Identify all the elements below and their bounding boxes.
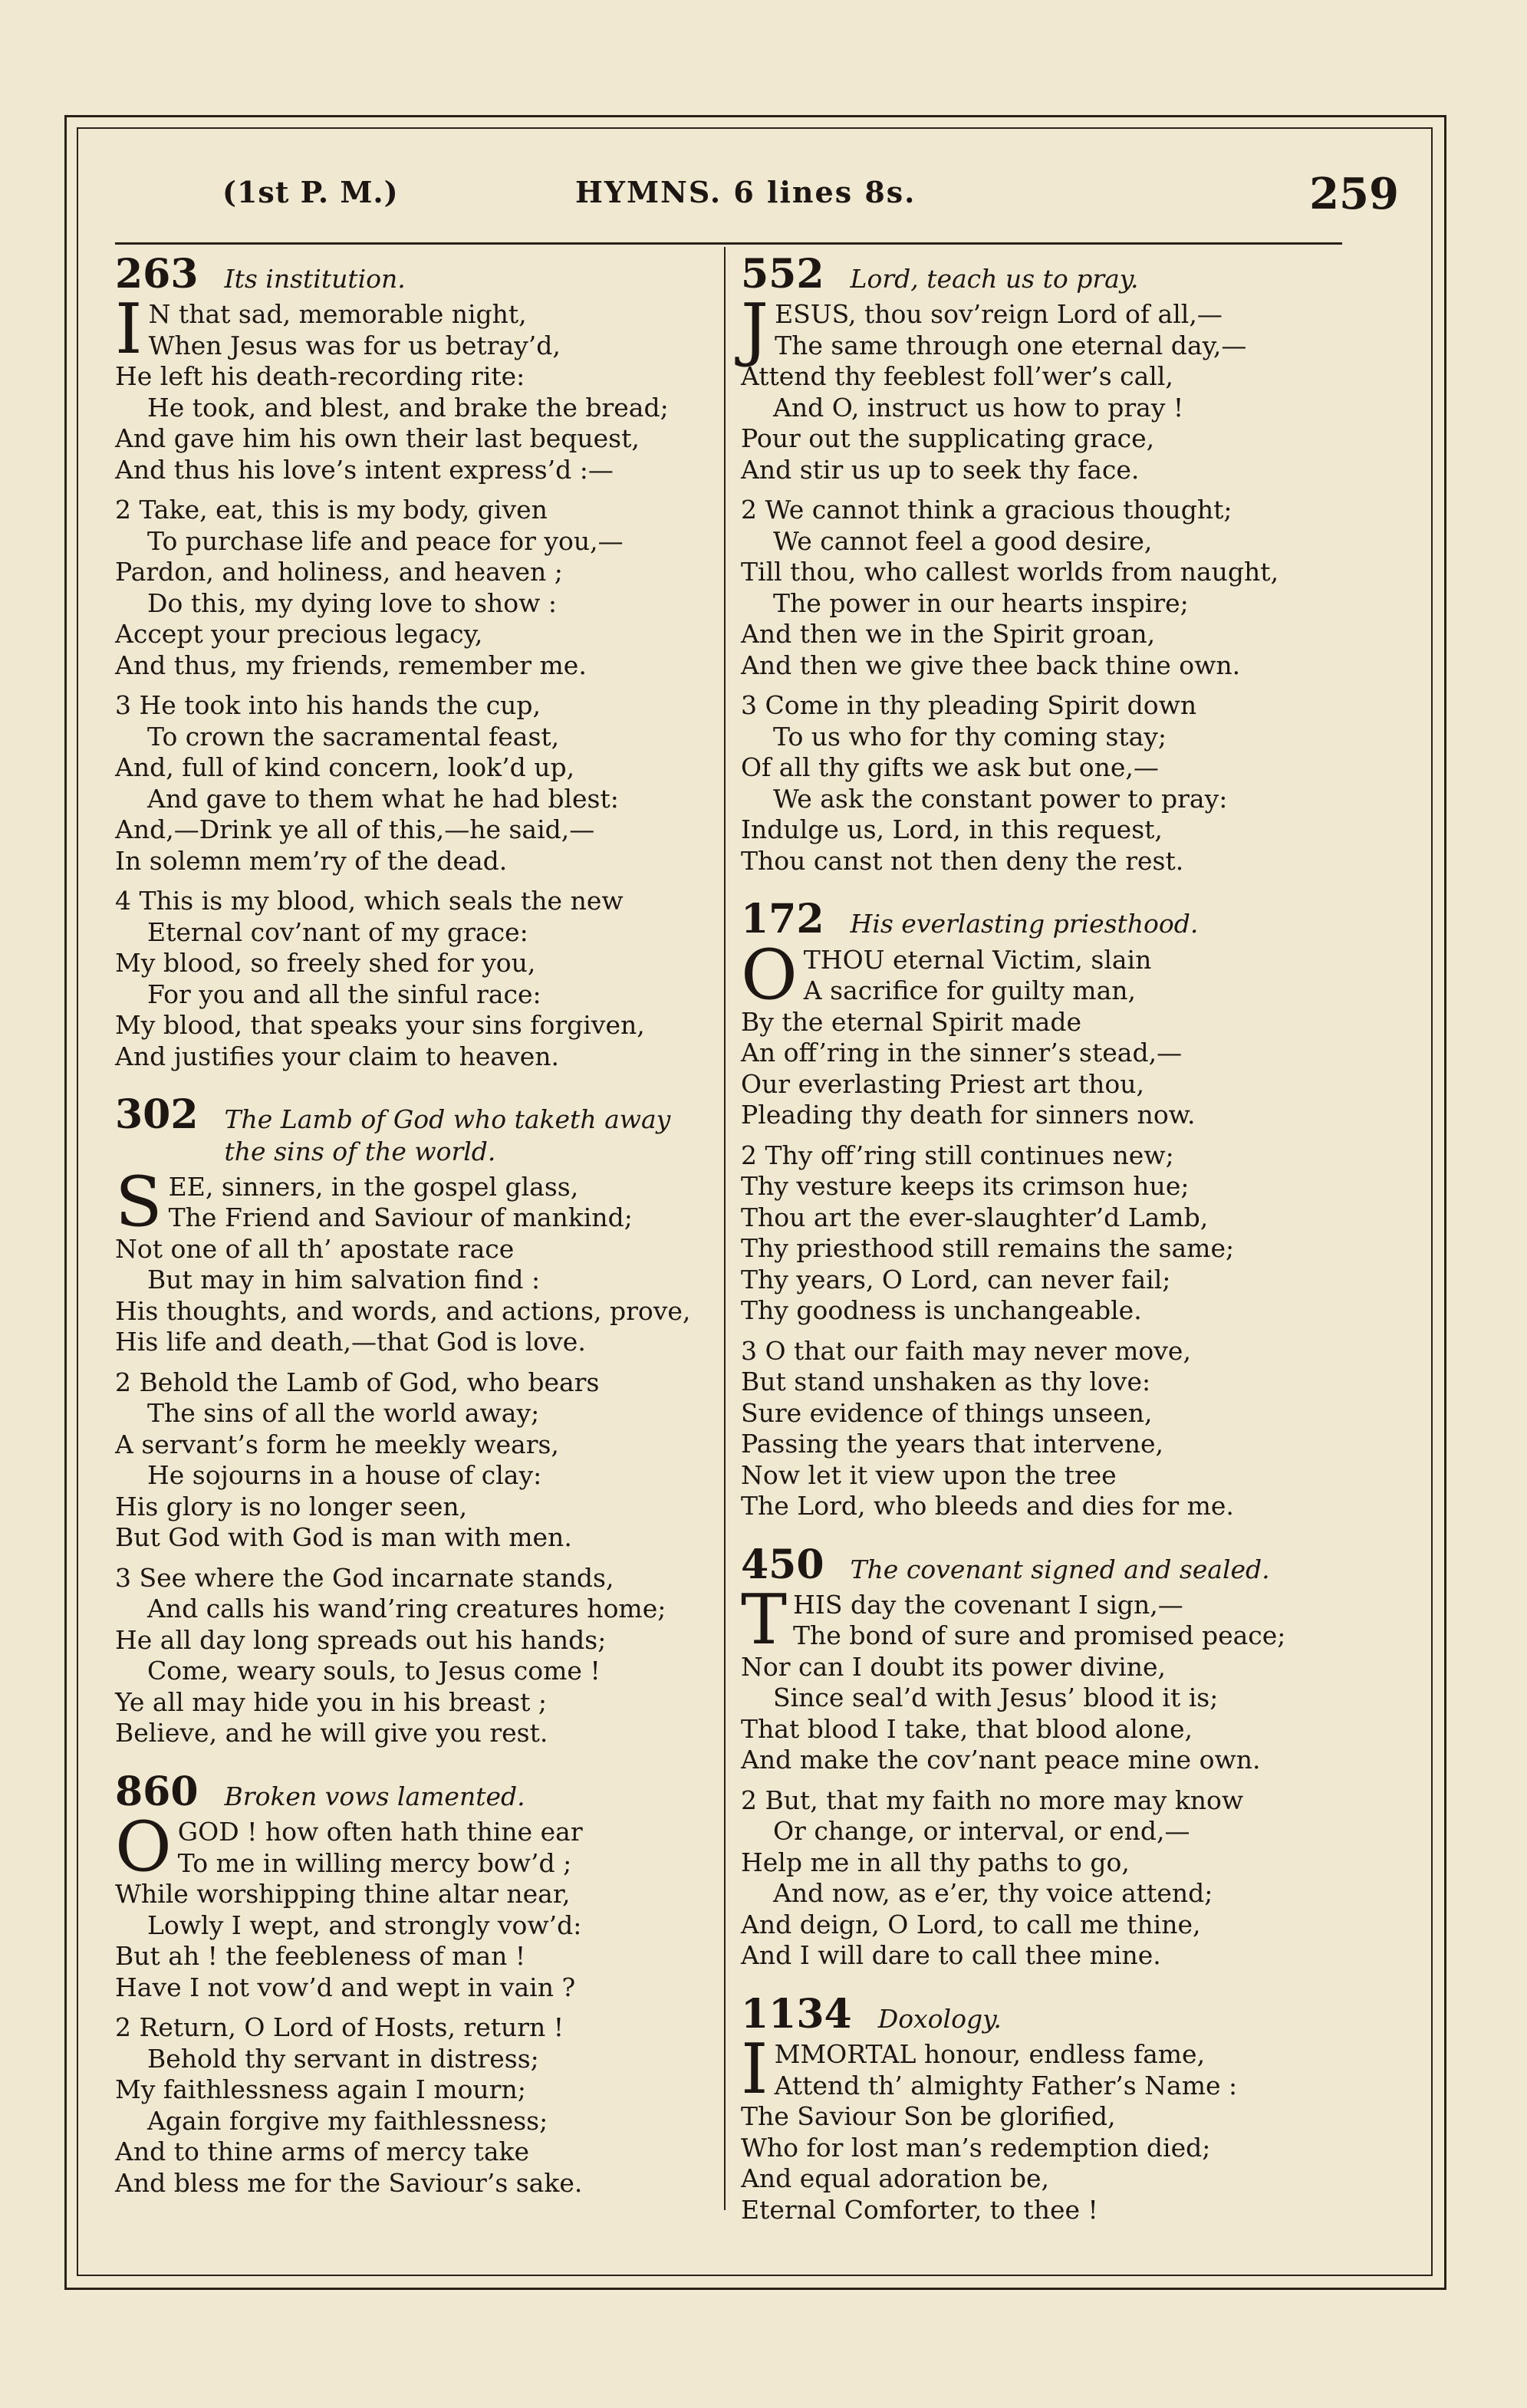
verse-line: EE, sinners, in the gospel glass, <box>168 1171 579 1202</box>
drop-cap: T <box>741 1579 788 1660</box>
verse-line: 3 O that our faith may never move, <box>741 1335 1191 1366</box>
verse-line: Eternal Comforter, to thee ! <box>741 2194 1098 2225</box>
verse-line: And O, instruct us how to pray ! <box>773 392 1184 423</box>
verse-line: Accept your precious legacy, <box>115 619 483 650</box>
verse-line: His glory is no longer seen, <box>115 1491 468 1521</box>
verse-line: For you and all the sinful race: <box>147 979 541 1009</box>
verse-line: Attend th’ almighty Father’s Name : <box>774 2070 1238 2100</box>
stanza <box>741 495 1339 681</box>
verse-line: He sojourns in a house of clay: <box>147 1460 542 1491</box>
verse-line: And make the cov’nant peace mine own. <box>741 1745 1261 1775</box>
verse-line: But stand unshaken as thy love: <box>741 1367 1151 1396</box>
verse-line: The sins of all the world away; <box>147 1398 540 1429</box>
hymn-263 <box>115 251 713 1072</box>
verse-line: Not one of all th’ apostate race <box>115 1233 515 1264</box>
hymn-number: 1134 <box>741 1990 852 2038</box>
hymn-number: 263 <box>115 251 199 298</box>
verse-line: His thoughts, and words, and actions, prove, <box>115 1295 691 1326</box>
verse-line: To crown the sacramental feast, <box>147 721 560 752</box>
verse-line: We cannot feel a good desire, <box>773 525 1153 556</box>
verse-line: Pour out the supplicating grace, <box>741 423 1155 454</box>
verse-line: Believe, and he will give you rest. <box>115 1718 548 1748</box>
verse-line: That blood I take, that blood alone, <box>741 1713 1193 1744</box>
running-header <box>77 169 1430 229</box>
verse-line: To us who for thy coming stay; <box>773 721 1167 752</box>
verse-line: Indulge us, Lord, in this request, <box>741 814 1163 845</box>
header-rule <box>115 242 1342 245</box>
verse-line: And, full of kind concern, look’d up, <box>115 752 575 783</box>
page-number: 259 <box>1309 169 1399 219</box>
hymn-450 <box>741 1541 1339 1972</box>
hymn-title: His everlasting priesthood. <box>850 909 1199 939</box>
verse-line: And equal adoration be, <box>741 2163 1050 2193</box>
stanza <box>741 2029 1339 2225</box>
verse-line: Attend thy feeblest foll’wer’s call, <box>741 361 1173 392</box>
verse-line: And calls his wand’ring creatures home; <box>147 1594 666 1624</box>
hymn-title: Its institution. <box>224 264 406 294</box>
section-title: HYMNS. 6 lines 8s. <box>575 175 917 209</box>
verse-line: Sure evidence of things unseen, <box>741 1397 1153 1428</box>
hymn-heading <box>741 251 1339 298</box>
hymn-number: 860 <box>115 1768 199 1815</box>
right-column <box>741 251 1339 2248</box>
verse-line: And gave to them what he had blest: <box>147 783 619 814</box>
stanza <box>741 690 1339 877</box>
verse-line: Now let it view upon the tree <box>741 1459 1117 1490</box>
verse-line: 2 Return, O Lord of Hosts, return ! <box>115 2012 564 2042</box>
verse-line: And I will dare to call thee mine. <box>741 1940 1161 1971</box>
verse-line: By the eternal Spirit made <box>741 1006 1081 1037</box>
drop-cap: I <box>741 2029 768 2110</box>
verse-line: And now, as e’er, thy voice attend; <box>773 1878 1213 1909</box>
verse-line: Thy years, O Lord, can never fail; <box>741 1264 1171 1294</box>
verse-line: His life and death,—that God is love. <box>115 1327 586 1357</box>
hymn-172 <box>741 896 1339 1521</box>
verse-line: The same through one eternal day,— <box>775 330 1247 360</box>
column-divider <box>724 247 726 2210</box>
verse-line: 4 This is my blood, which seals the new <box>115 886 624 916</box>
verse-line: And stir us up to seek thy face. <box>741 454 1140 485</box>
stanza <box>741 1579 1339 1776</box>
verse-line: And then we give thee back thine own. <box>741 650 1241 680</box>
hymn-number: 172 <box>741 896 824 943</box>
verse-line: An off’ring in the sinner’s stead,— <box>741 1038 1183 1067</box>
stanza <box>741 1785 1339 1972</box>
verse-line: He left his death-recording rite: <box>115 361 525 392</box>
verse-line: HIS day the covenant I sign,— <box>793 1589 1183 1620</box>
verse-line: To purchase life and peace for you,— <box>147 525 624 556</box>
verse-line: And,—Drink ye all of this,—he said,— <box>115 814 595 845</box>
verse-line: He all day long spreads out his hands; <box>115 1624 607 1655</box>
verse-line: My blood, that speaks your sins forgiven, <box>115 1010 645 1041</box>
drop-cap: O <box>741 934 798 1015</box>
verse-line: Nor can I doubt its power divine, <box>741 1651 1166 1682</box>
verse-line: Pardon, and holiness, and heaven ; <box>115 557 563 587</box>
drop-cap: I <box>115 289 143 370</box>
verse-line: Pleading thy death for sinners now. <box>741 1100 1196 1130</box>
verse-line: In solemn mem’ry of the dead. <box>115 845 508 876</box>
hymn-heading <box>115 251 713 298</box>
verse-line: And thus his love’s intent express’d :— <box>115 454 614 485</box>
hymn-title: Doxology. <box>877 2003 1002 2034</box>
verse-line: And thus, my friends, remember me. <box>115 650 587 680</box>
drop-cap: J <box>741 289 769 370</box>
stanza <box>115 1563 713 1749</box>
verse-line: Thy priesthood still remains the same; <box>741 1233 1235 1263</box>
verse-line: Thy vesture keeps its crimson hue; <box>741 1171 1190 1201</box>
hymn-heading <box>741 896 1339 943</box>
verse-line: While worshipping thine altar near, <box>115 1879 571 1909</box>
hymn-heading <box>115 1768 713 1815</box>
verse-line: Thy goodness is unchangeable. <box>741 1295 1142 1325</box>
verse-line: Lowly I wept, and strongly vow’d: <box>147 1910 582 1940</box>
verse-line: Our everlasting Priest art thou, <box>741 1068 1144 1099</box>
verse-line: The Lord, who bleeds and dies for me. <box>741 1491 1234 1521</box>
verse-line: He took, and blest, and brake the bread; <box>147 392 669 423</box>
verse-line: 2 Thy off’ring still continues new; <box>741 1140 1174 1170</box>
hymn-title: The Lamb of God who taketh away the sins of the world. <box>224 1104 671 1166</box>
drop-cap: S <box>115 1161 163 1242</box>
verse-line: Eternal cov’nant of my grace: <box>147 916 528 947</box>
verse-line: Come, weary souls, to Jesus come ! <box>147 1656 601 1686</box>
verse-line: And deign, O Lord, to call me thine, <box>741 1909 1201 1939</box>
stanza <box>115 690 713 877</box>
hymn-title: The covenant signed and sealed. <box>850 1554 1270 1584</box>
stanza <box>115 1161 713 1358</box>
verse-line: Ye all may hide you in his breast ; <box>115 1686 547 1717</box>
verse-line: Thou canst not then deny the rest. <box>741 845 1184 876</box>
verse-line: Thou art the ever-slaughter’d Lamb, <box>741 1202 1209 1232</box>
hymn-title: Broken vows lamented. <box>224 1781 525 1811</box>
stanza <box>741 289 1339 485</box>
verse-line: But may in him salvation find : <box>147 1265 541 1295</box>
verse-line: But God with God is man with men. <box>115 1522 572 1553</box>
hymn-860 <box>115 1768 713 2199</box>
verse-line: 3 Come in thy pleading Spirit down <box>741 690 1197 721</box>
verse-line: 2 Take, eat, this is my body, given <box>115 495 548 525</box>
hymn-title: Lord, teach us to pray. <box>850 264 1139 294</box>
stanza <box>741 1336 1339 1522</box>
verse-line: The Saviour Son be glorified, <box>741 2101 1116 2131</box>
hymn-number: 302 <box>115 1091 199 1139</box>
hymn-heading <box>741 1990 1339 2038</box>
verse-line: Who for lost man’s redemption died; <box>741 2132 1211 2163</box>
hymn-552 <box>741 251 1339 877</box>
verse-line: Again forgive my faithlessness; <box>147 2105 548 2136</box>
hymn-1134 <box>741 1990 1339 2225</box>
stanza <box>115 289 713 485</box>
verse-line: My faithlessness again I mourn; <box>115 2074 526 2104</box>
verse-line: N that sad, memorable night, <box>148 299 527 330</box>
verse-line: To me in willing mercy bow’d ; <box>177 1847 572 1878</box>
verse-line: And justifies your claim to heaven. <box>115 1041 559 1071</box>
verse-line: Or change, or interval, or end,— <box>773 1816 1190 1847</box>
verse-line: 3 See where the God incarnate stands, <box>115 1562 614 1593</box>
hymn-number: 450 <box>741 1541 824 1588</box>
verse-line: GOD ! how often hath thine ear <box>177 1817 583 1847</box>
hymn-heading <box>115 1091 713 1167</box>
verse-line: The Friend and Saviour of mankind; <box>168 1202 633 1233</box>
verse-line: Help me in all thy paths to go, <box>741 1847 1130 1877</box>
verse-line: Till thou, who callest worlds from naught, <box>741 557 1279 587</box>
stanza <box>115 2012 713 2199</box>
verse-line: Have I not vow’d and wept in vain ? <box>115 1972 576 2002</box>
stanza <box>741 1140 1339 1327</box>
verse-line: And gave him his own their last bequest, <box>115 423 640 454</box>
verse-line: Passing the years that intervene, <box>741 1429 1164 1459</box>
stanza <box>115 495 713 681</box>
verse-line: And then we in the Spirit groan, <box>741 619 1156 650</box>
verse-line: A servant’s form he meekly wears, <box>115 1429 559 1459</box>
verse-line: Do this, my dying love to show : <box>147 587 558 618</box>
verse-line: Of all thy gifts we ask but one,— <box>741 752 1159 783</box>
verse-line: When Jesus was for us betray’d, <box>148 330 561 360</box>
verse-line: ESUS, thou sov’reign Lord of all,— <box>775 299 1223 330</box>
verse-line: 2 We cannot think a gracious thought; <box>741 495 1232 525</box>
stanza <box>115 1367 713 1554</box>
stanza <box>741 934 1339 1131</box>
hymn-number: 552 <box>741 251 824 298</box>
stanza <box>115 1807 713 2003</box>
verse-line: But ah ! the feebleness of man ! <box>115 1941 526 1971</box>
hymn-302 <box>115 1091 713 1749</box>
verse-line: And to thine arms of mercy take <box>115 2137 530 2166</box>
verse-line: The bond of sure and promised peace; <box>793 1620 1286 1651</box>
verse-line: And bless me for the Saviour’s sake. <box>115 2167 583 2198</box>
verse-line: THOU eternal Victim, slain <box>803 944 1152 975</box>
drop-cap: O <box>115 1807 172 1887</box>
hymn-heading <box>741 1541 1339 1588</box>
verse-line: A sacrifice for guilty man, <box>803 975 1136 1005</box>
verse-line: Behold thy servant in distress; <box>147 2043 539 2074</box>
verse-line: My blood, so freely shed for you, <box>115 948 536 979</box>
verse-line: 2 Behold the Lamb of God, who bears <box>115 1367 600 1397</box>
meter-label: (1st P. M.) <box>222 175 399 209</box>
verse-line: 3 He took into his hands the cup, <box>115 690 541 721</box>
verse-line: We ask the constant power to pray: <box>773 783 1228 814</box>
left-column <box>115 251 713 2222</box>
stanza <box>115 886 713 1072</box>
verse-line: MMORTAL honour, endless fame, <box>774 2039 1206 2069</box>
verse-line: 2 But, that my faith no more may know <box>741 1785 1244 1815</box>
verse-line: The power in our hearts inspire; <box>773 587 1189 618</box>
verse-line: Since seal’d with Jesus’ blood it is; <box>773 1683 1219 1713</box>
